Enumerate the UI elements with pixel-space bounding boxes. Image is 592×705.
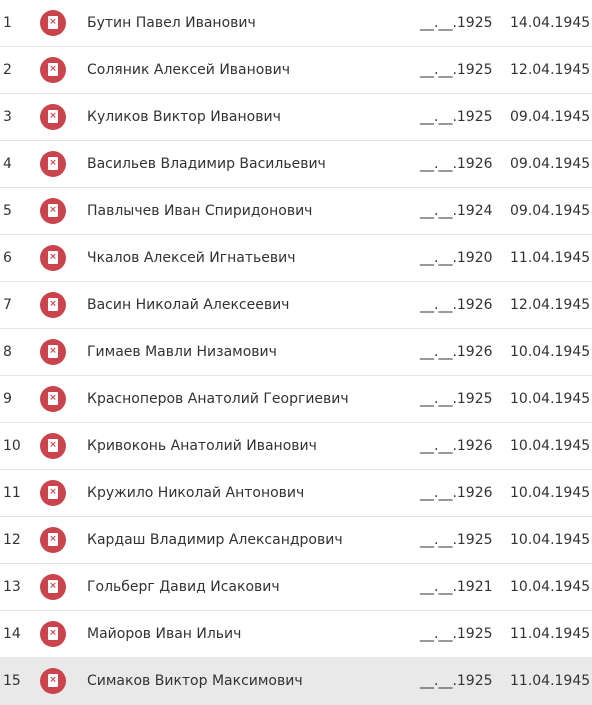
birth-date: __.__.1925 bbox=[420, 62, 493, 78]
birth-date: __.__.1925 bbox=[420, 391, 493, 407]
birth-date: __.__.1921 bbox=[420, 579, 493, 595]
list-item[interactable] bbox=[0, 0, 592, 47]
birth-date: __.__.1920 bbox=[420, 250, 493, 266]
list-item[interactable] bbox=[0, 517, 592, 564]
row-number: 4 bbox=[3, 156, 12, 172]
icon-glyph: × bbox=[49, 581, 57, 591]
list-item[interactable] bbox=[0, 47, 592, 94]
icon-glyph: × bbox=[49, 346, 57, 356]
person-name[interactable]: Соляник Алексей Иванович bbox=[87, 62, 290, 78]
row-number: 3 bbox=[3, 109, 12, 125]
row-number: 14 bbox=[3, 626, 21, 642]
icon-glyph: × bbox=[49, 111, 57, 121]
icon-glyph: × bbox=[49, 17, 57, 27]
list-item[interactable] bbox=[0, 235, 592, 282]
row-number: 2 bbox=[3, 62, 12, 78]
person-name[interactable]: Васильев Владимир Васильевич bbox=[87, 156, 326, 172]
death-date: 09.04.1945 bbox=[510, 109, 591, 125]
icon-glyph: × bbox=[49, 64, 57, 74]
birth-date: __.__.1926 bbox=[420, 438, 493, 454]
icon-glyph: × bbox=[49, 158, 57, 168]
death-date: 12.04.1945 bbox=[510, 297, 591, 313]
death-date: 11.04.1945 bbox=[510, 673, 591, 689]
document-error-icon[interactable] bbox=[40, 57, 66, 83]
list-item[interactable] bbox=[0, 376, 592, 423]
person-name[interactable]: Кривоконь Анатолий Иванович bbox=[87, 438, 317, 454]
list-item[interactable] bbox=[0, 94, 592, 141]
icon-glyph: × bbox=[49, 252, 57, 262]
document-error-icon[interactable] bbox=[40, 480, 66, 506]
document-error-icon[interactable] bbox=[40, 339, 66, 365]
row-number: 13 bbox=[3, 579, 21, 595]
list-item[interactable] bbox=[0, 188, 592, 235]
list-item[interactable] bbox=[0, 423, 592, 470]
document-error-icon[interactable] bbox=[40, 433, 66, 459]
list-item[interactable] bbox=[0, 564, 592, 611]
birth-date: __.__.1925 bbox=[420, 15, 493, 31]
death-date: 12.04.1945 bbox=[510, 62, 591, 78]
row-number: 10 bbox=[3, 438, 21, 454]
row-number: 5 bbox=[3, 203, 12, 219]
death-date: 11.04.1945 bbox=[510, 250, 591, 266]
icon-glyph: × bbox=[49, 299, 57, 309]
death-date: 10.04.1945 bbox=[510, 532, 591, 548]
document-error-icon[interactable] bbox=[40, 386, 66, 412]
document-error-icon[interactable] bbox=[40, 527, 66, 553]
document-error-icon[interactable] bbox=[40, 198, 66, 224]
document-error-icon[interactable] bbox=[40, 10, 66, 36]
birth-date: __.__.1925 bbox=[420, 532, 493, 548]
birth-date: __.__.1925 bbox=[420, 626, 493, 642]
list-item[interactable] bbox=[0, 658, 592, 705]
person-name[interactable]: Васин Николай Алексеевич bbox=[87, 297, 290, 313]
icon-glyph: × bbox=[49, 205, 57, 215]
list-item[interactable] bbox=[0, 611, 592, 658]
document-error-icon[interactable] bbox=[40, 104, 66, 130]
birth-date: __.__.1924 bbox=[420, 203, 493, 219]
row-number: 11 bbox=[3, 485, 21, 501]
person-name[interactable]: Майоров Иван Ильич bbox=[87, 626, 242, 642]
death-date: 10.04.1945 bbox=[510, 344, 591, 360]
icon-glyph: × bbox=[49, 628, 57, 638]
document-error-icon[interactable] bbox=[40, 574, 66, 600]
document-error-icon[interactable] bbox=[40, 668, 66, 694]
document-error-icon[interactable] bbox=[40, 292, 66, 318]
person-name[interactable]: Гимаев Мавли Низамович bbox=[87, 344, 277, 360]
person-name[interactable]: Кружило Николай Антонович bbox=[87, 485, 305, 501]
death-date: 10.04.1945 bbox=[510, 391, 591, 407]
birth-date: __.__.1926 bbox=[420, 297, 493, 313]
row-number: 8 bbox=[3, 344, 12, 360]
person-name[interactable]: Красноперов Анатолий Георгиевич bbox=[87, 391, 349, 407]
document-error-icon[interactable] bbox=[40, 151, 66, 177]
birth-date: __.__.1926 bbox=[420, 156, 493, 172]
document-error-icon[interactable] bbox=[40, 621, 66, 647]
icon-glyph: × bbox=[49, 440, 57, 450]
birth-date: __.__.1925 bbox=[420, 109, 493, 125]
list-item[interactable] bbox=[0, 282, 592, 329]
list-item[interactable] bbox=[0, 141, 592, 188]
list-item[interactable] bbox=[0, 470, 592, 517]
person-name[interactable]: Павлычев Иван Спиридонович bbox=[87, 203, 313, 219]
person-name[interactable]: Чкалов Алексей Игнатьевич bbox=[87, 250, 296, 266]
death-date: 10.04.1945 bbox=[510, 438, 591, 454]
death-date: 10.04.1945 bbox=[510, 579, 591, 595]
death-date: 14.04.1945 bbox=[510, 15, 591, 31]
person-name[interactable]: Кардаш Владимир Александрович bbox=[87, 532, 343, 548]
person-name[interactable]: Симаков Виктор Максимович bbox=[87, 673, 303, 689]
row-number: 15 bbox=[3, 673, 21, 689]
person-name[interactable]: Куликов Виктор Иванович bbox=[87, 109, 281, 125]
row-number: 7 bbox=[3, 297, 12, 313]
death-date: 09.04.1945 bbox=[510, 203, 591, 219]
row-number: 1 bbox=[3, 15, 12, 31]
death-date: 11.04.1945 bbox=[510, 626, 591, 642]
icon-glyph: × bbox=[49, 534, 57, 544]
person-name[interactable]: Гольберг Давид Исакович bbox=[87, 579, 280, 595]
list-item[interactable] bbox=[0, 329, 592, 376]
icon-glyph: × bbox=[49, 675, 57, 685]
birth-date: __.__.1925 bbox=[420, 673, 493, 689]
row-number: 12 bbox=[3, 532, 21, 548]
row-number: 6 bbox=[3, 250, 12, 266]
person-name[interactable]: Бутин Павел Иванович bbox=[87, 15, 256, 31]
icon-glyph: × bbox=[49, 393, 57, 403]
row-number: 9 bbox=[3, 391, 12, 407]
death-date: 10.04.1945 bbox=[510, 485, 591, 501]
document-error-icon[interactable] bbox=[40, 245, 66, 271]
birth-date: __.__.1926 bbox=[420, 344, 493, 360]
birth-date: __.__.1926 bbox=[420, 485, 493, 501]
icon-glyph: × bbox=[49, 487, 57, 497]
death-date: 09.04.1945 bbox=[510, 156, 591, 172]
